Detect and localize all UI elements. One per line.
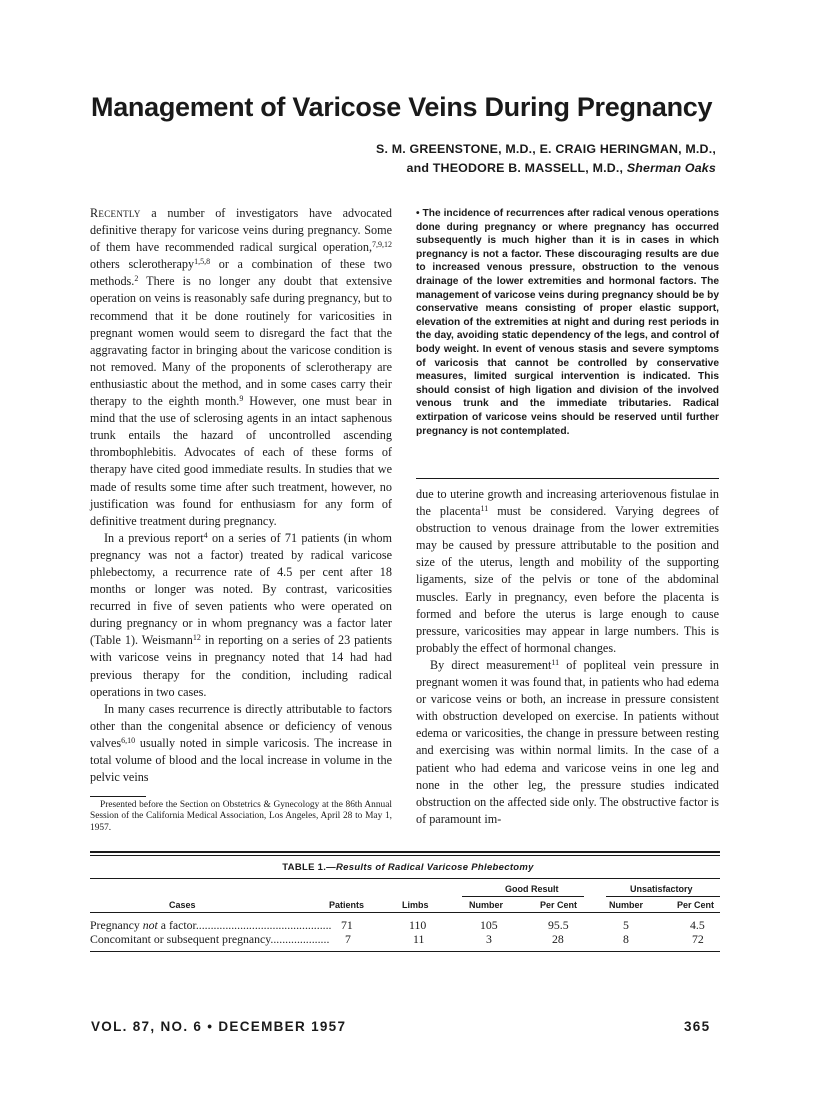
author-byline [376, 140, 716, 178]
author-line-1: S. M. GREENSTONE, M.D., E. CRAIG HERINGMAN, M.D., [375, 142, 716, 156]
text-run: By direct measurement [430, 657, 552, 672]
table-row-1-good-number: 105 [480, 918, 498, 932]
column-header-unsat-number: Number [609, 900, 644, 910]
issue-footer: VOL. 87, NO. 6 • DECEMBER 1957 [91, 1019, 347, 1034]
table-row-1-cases [90, 918, 332, 933]
group-header-unsatisfactory: Unsatisfactory [630, 884, 693, 894]
table-header-rule [90, 912, 720, 913]
article-title: Management of Varicose Veins During Pregnancy [91, 92, 713, 122]
text-run: in reporting on a series of 23 patients with varicose veins in pregnancy noted that 14 had had previous therapy for the condition, including radical operations in two cases. [90, 633, 392, 699]
text-run: However, one must bear in mind that the use of sclerosing agents in an intact saphenous trunk entails the hazard of uncontrolled ascending thrombophlebitis. Advocates of each of these forms of therapy have cited good immediate results. In studies that we made of results some time after such treatment, however, no justification was found for enthusiasm for any form of definitive treatment during pregnancy. [90, 394, 392, 528]
paragraph [90, 205, 392, 530]
group-rule-good [462, 896, 584, 897]
group-rule-unsat [606, 896, 720, 897]
table-row-2-unsat-number: 8 [623, 932, 629, 946]
reference-marker: 6,10 [121, 735, 136, 745]
table-label: TABLE 1.— [282, 862, 336, 873]
footnote-divider [90, 796, 146, 797]
table-row-2-patients: 7 [345, 932, 351, 946]
reference-marker: 12 [192, 633, 201, 643]
column-header-good-number: Number [469, 900, 504, 910]
text-run: Concomitant or subsequent pregnancy [90, 932, 271, 946]
reference-marker: 11 [480, 504, 489, 514]
text-run: of popliteal vein pressure in pregnant women it was found that, in patients who had edema or varicose veins or both, an increase in pressure consistent with obstruction developed on exercise. In patients without edema or varicosities, the change in pressure between resting and exercising was within normal limits. In the case of a patient who had edema and varicose veins in one leg and none in the other leg, the pressure studies indicated obstruction on the affected side only. The obstructive factor is of paramount im- [416, 657, 719, 826]
bullet-icon: • [416, 208, 423, 219]
reference-marker: 9 [239, 394, 244, 404]
table-top-rule-thin [90, 855, 720, 856]
column-header-patients: Patients [329, 900, 365, 910]
table-row-1-unsat-number: 5 [623, 918, 629, 932]
author-line-2 [376, 159, 716, 178]
right-column [416, 486, 719, 828]
reference-marker: 2 [134, 274, 139, 284]
text-run: due to uterine growth and increasing arteriovenous fistulae in the placenta [416, 487, 719, 519]
paragraph [90, 530, 392, 701]
paragraph [90, 701, 392, 786]
text-run: In a previous report [104, 530, 204, 545]
paragraph [416, 657, 719, 828]
table-title [0, 862, 816, 873]
table-row-2-unsat-per-cent: 72 [692, 932, 704, 946]
reference-marker: 7,9,12 [372, 240, 392, 250]
text-run: not [142, 918, 158, 932]
text-run: or a combination of these two methods. [90, 257, 392, 289]
table-title-rule [90, 878, 720, 879]
reference-marker: 4 [203, 530, 208, 540]
paragraph [416, 486, 719, 657]
table-row-1-good-per-cent: 95.5 [548, 918, 569, 932]
group-header-good-result: Good Result [505, 884, 559, 894]
table-row-1-unsat-per-cent: 4.5 [690, 918, 705, 932]
abstract-text: The incidence of recurrences after radical venous operations done during pregnancy or where pregnancy has occurred subsequently is much higher than it is in cases in which pregnancy is not a factor. These discouraging results are due to increased venous pressure, obstruction to the venous drainage of the lower extremities and hormonal factors. The management of varicose veins during pregnancy should be by conservative means consisting of proper elastic support, elevation of the extremities at night and during rest periods in the day, avoiding static dependency of the legs, and control of body weight. In event of venous stasis and severe symptoms of varicosis that cannot be controlled by conservative measures, limited surgical intervention is indicated. This should consist of high ligation and division of the involved venous trunk and the immediate tributaries. Radical extirpation of varicose veins should be reserved until further pregnancy is not contemplated. [416, 208, 719, 437]
column-header-unsat-per-cent: Per Cent [677, 900, 715, 910]
text-run: In many cases recurrence is directly attributable to factors other than the congenital absence or deficiency of venous valves [90, 701, 392, 750]
column-header-good-per-cent: Per Cent [540, 900, 578, 910]
table-row-2-good-number: 3 [486, 932, 492, 946]
text-run: on a series of 71 patients (in whom pregnancy was not a factor) treated by radical varicose phlebectomy, a recurrence rate of 4.5 per cent after 18 months or longer was noted. By contrast, varicosities recurred in five of seven patients who were operated on during pregnancy or in whom pregnancy was a factor later (Table 1). Weismann [90, 530, 392, 648]
text-run: a number of investigators have advocated definitive therapy for varicose veins during pregnancy. Some of them have recommended radical surgical operation, [90, 206, 392, 255]
table-row-2-good-per-cent: 28 [552, 932, 564, 946]
table-row-2-cases [90, 932, 329, 947]
table-bottom-rule [90, 951, 720, 952]
left-column [90, 205, 392, 786]
text-run: a factor [157, 918, 196, 932]
text-run: There is no longer any doubt that extensive operation on veins is reasonably safe during pregnancy, but to recommend that it be done routinely for varicosities in pregnant women would seem to disregard the fact that the aggravating factor in bringing about the varicose condition is not removed. Many of the proponents of sclerotherapy are enthusiastic about the method, and in some cases carry their therapy to the eighth month. [90, 274, 392, 409]
text-run: must be considered. Varying degrees of obstruction to venous drainage from the lower extremities may be caused by pressure attributable to the position and size of the uterus, length and mobility of the supporting ligaments, size of the pelvis or tone of the abdominal muscles. Early in pregnancy, even before the placenta is formed and before the uterus is large enough to cause pressure, varicosities may appear in large numbers. This is probably the effect of hormonal changes. [416, 504, 719, 655]
page-number: 365 [684, 1019, 711, 1034]
text-run: others sclerotherapy [90, 257, 195, 272]
author-name-massell: and THEODORE B. MASSELL, M.D., [406, 161, 627, 175]
drop-lead-word: Recently [90, 206, 141, 220]
abstract [416, 207, 719, 438]
reference-marker: 11 [551, 657, 560, 667]
column-header-cases: Cases [169, 900, 196, 910]
footnote: Presented before the Section on Obstetrics & Gynecology at the 86th Annual Session of the California Medical Association, Los Angeles, April 28 to May 1, 1957. [90, 800, 392, 833]
table-caption: Results of Radical Varicose Phlebectomy [336, 862, 534, 873]
reference-marker: 1,5,8 [194, 257, 211, 267]
leader-dots: .............................................. [195, 918, 332, 932]
abstract-box [416, 207, 719, 438]
table-top-rule [90, 851, 720, 853]
author-location: Sherman Oaks [626, 161, 716, 175]
text-run: Pregnancy [90, 918, 143, 932]
table-row-2-limbs: 11 [413, 932, 425, 946]
column-header-limbs: Limbs [402, 900, 429, 910]
leader-dots: .................... [270, 932, 330, 946]
text-run: usually noted in simple varicosis. The increase in total volume of blood and the local increase in volume in the pelvic veins [90, 735, 392, 785]
table-row-1-patients: 71 [341, 918, 353, 932]
abstract-divider [416, 478, 719, 479]
table-row-1-limbs: 110 [409, 918, 427, 932]
